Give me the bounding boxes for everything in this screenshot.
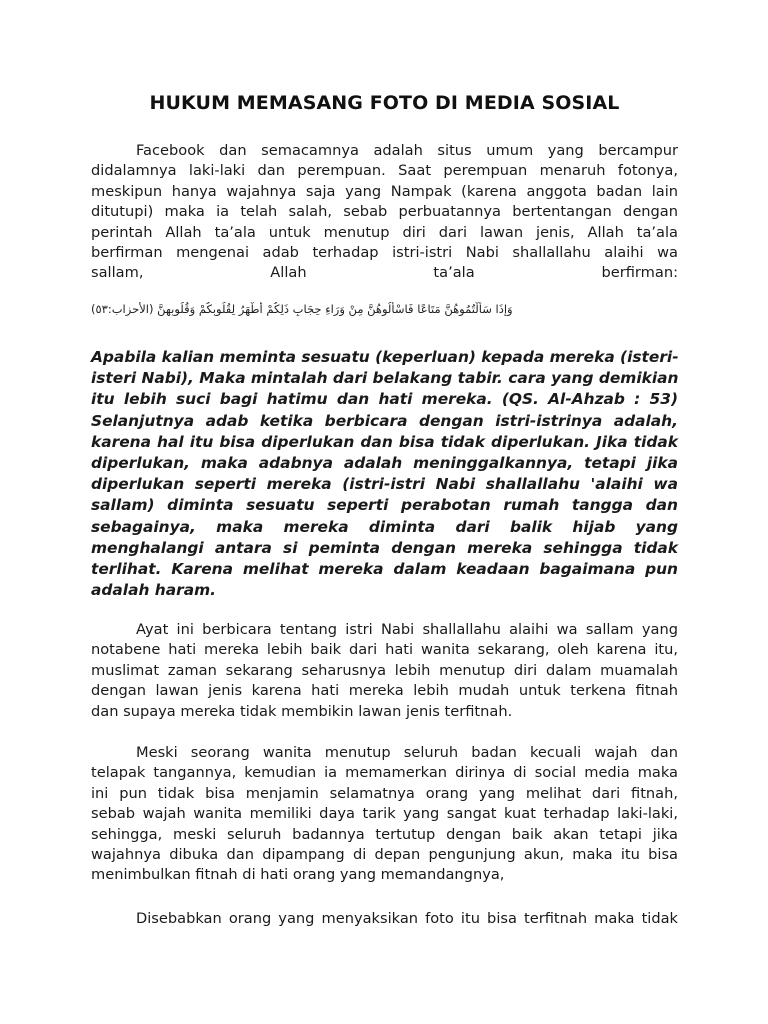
text-line: telapak tangannya, kemudian ia memamerkan dirinya di social media maka: [91, 764, 678, 782]
emphasis-block: [91, 347, 678, 601]
text-line: menimbulkan fitnah di hati orang yang memandangnya,: [91, 866, 505, 884]
text-line: ditutupi) maka ia telah salah, sebab perbuatannya bertentangan dengan: [91, 203, 678, 221]
emphasis-line: sallam) diminta sesuatu seperti perabotan rumah tangga dan: [91, 496, 678, 515]
text-line: Meski seorang wanita menutup seluruh badan kecuali wajah dan: [136, 744, 678, 761]
emphasis-line: sebagainya, maka mereka diminta dari balik hijab yang: [91, 517, 678, 536]
text-line: notabene hati mereka lebih baik dari hati wanita sekarang, oleh karena itu,: [91, 641, 678, 659]
emphasis-line: karena hal itu bisa diperlukan dan bisa tidak diperlukan. Jika tidak: [91, 432, 678, 451]
emphasis-line: itu lebih suci bagi hatimu dan hati mereka. (QS. Al-Ahzab : 53): [91, 390, 678, 409]
text-line: sallam, Allah ta’ala berfirman:: [91, 264, 678, 282]
emphasis-line: terlihat. Karena melihat mereka dalam keadaan bagaimana pun: [91, 560, 678, 579]
emphasis-line: diperlukan seperti mereka (istri-istri Nabi shallallahu 'alaihi wa: [91, 475, 678, 494]
text-line: berfirman mengenai adab terhadap istri-istri Nabi shallallahu alaihi wa: [91, 244, 678, 262]
emphasis-line: adalah haram.: [91, 581, 216, 600]
text-line: ini pun tidak bisa menjamin selamatnya orang yang melihat dari fitnah,: [91, 784, 678, 802]
emphasis-line: Apabila kalian meminta sesuatu (keperluan) kepada mereka (isteri-: [91, 348, 679, 366]
emphasis-line: menghalangi antara si peminta dengan mereka sehingga tidak: [91, 538, 678, 557]
text-line: Disebabkan orang yang menyaksikan foto itu bisa terfitnah maka tidak: [136, 910, 678, 927]
paragraph-disebabkan: [91, 909, 678, 929]
emphasis-line: isteri Nabi), Maka mintalah dari belakang tabir. cara yang demikian: [91, 369, 679, 388]
text-line: Ayat ini berbicara tentang istri Nabi shallallahu alaihi wa sallam yang: [136, 621, 678, 638]
emphasis-line: diperlukan, maka adabnya adalah meninggalkannya, tetapi jika: [91, 454, 678, 473]
emphasis-line: Selanjutnya adab ketika berbicara dengan istri-istrinya adalah,: [91, 411, 678, 430]
text-line: didalamnya laki-laki dan perempuan. Saat perempuan menaruh fotonya,: [91, 162, 678, 180]
text-line: dengan lawan jenis karena hati mereka lebih mudah untuk terkena fitnah: [91, 682, 678, 700]
text-line: perintah Allah ta’ala untuk menutup diri dari lawan jenis, Allah ta’ala: [91, 223, 678, 241]
text-line: muslimat zaman sekarang seharusnya lebih menutup diri dalam muamalah: [91, 661, 678, 679]
text-line: wajahnya dibuka dan dipampang di depan pengunjung akun, maka itu bisa: [91, 846, 678, 864]
text-line: sebab wajah wanita memiliki daya tarik yang sangat kuat terhadap laki-laki,: [91, 805, 678, 823]
text-line: Facebook dan semacamnya adalah situs umum yang bercampur: [136, 142, 678, 159]
arabic-verse: وَإِذَا سَأَلْتُمُوهُنَّ مَتَاعًا فَاسْأَلُوهُنَّ مِنْ وَرَاءِ حِجَابٍ ذَلِكُمْ أَطْهَرُ لِقُلُوبِكُمْ وَقُلُوبِهِنَّ (الأحزاب:٥٣): [91, 302, 513, 316]
text-line: sehingga, meski seluruh badannya tertutup dengan baik akan tetapi jika: [91, 825, 678, 843]
text-line: dan supaya mereka tidak membikin lawan jenis terfitnah.: [91, 702, 513, 720]
paragraph-intro: [91, 141, 678, 284]
paragraph-meski: [91, 743, 678, 886]
document-title: HUKUM MEMASANG FOTO DI MEDIA SOSIAL: [149, 92, 620, 114]
paragraph-ayat: [91, 620, 678, 722]
text-line: meskipun hanya wajahnya saja yang Nampak (karena anggota badan lain: [91, 182, 678, 200]
